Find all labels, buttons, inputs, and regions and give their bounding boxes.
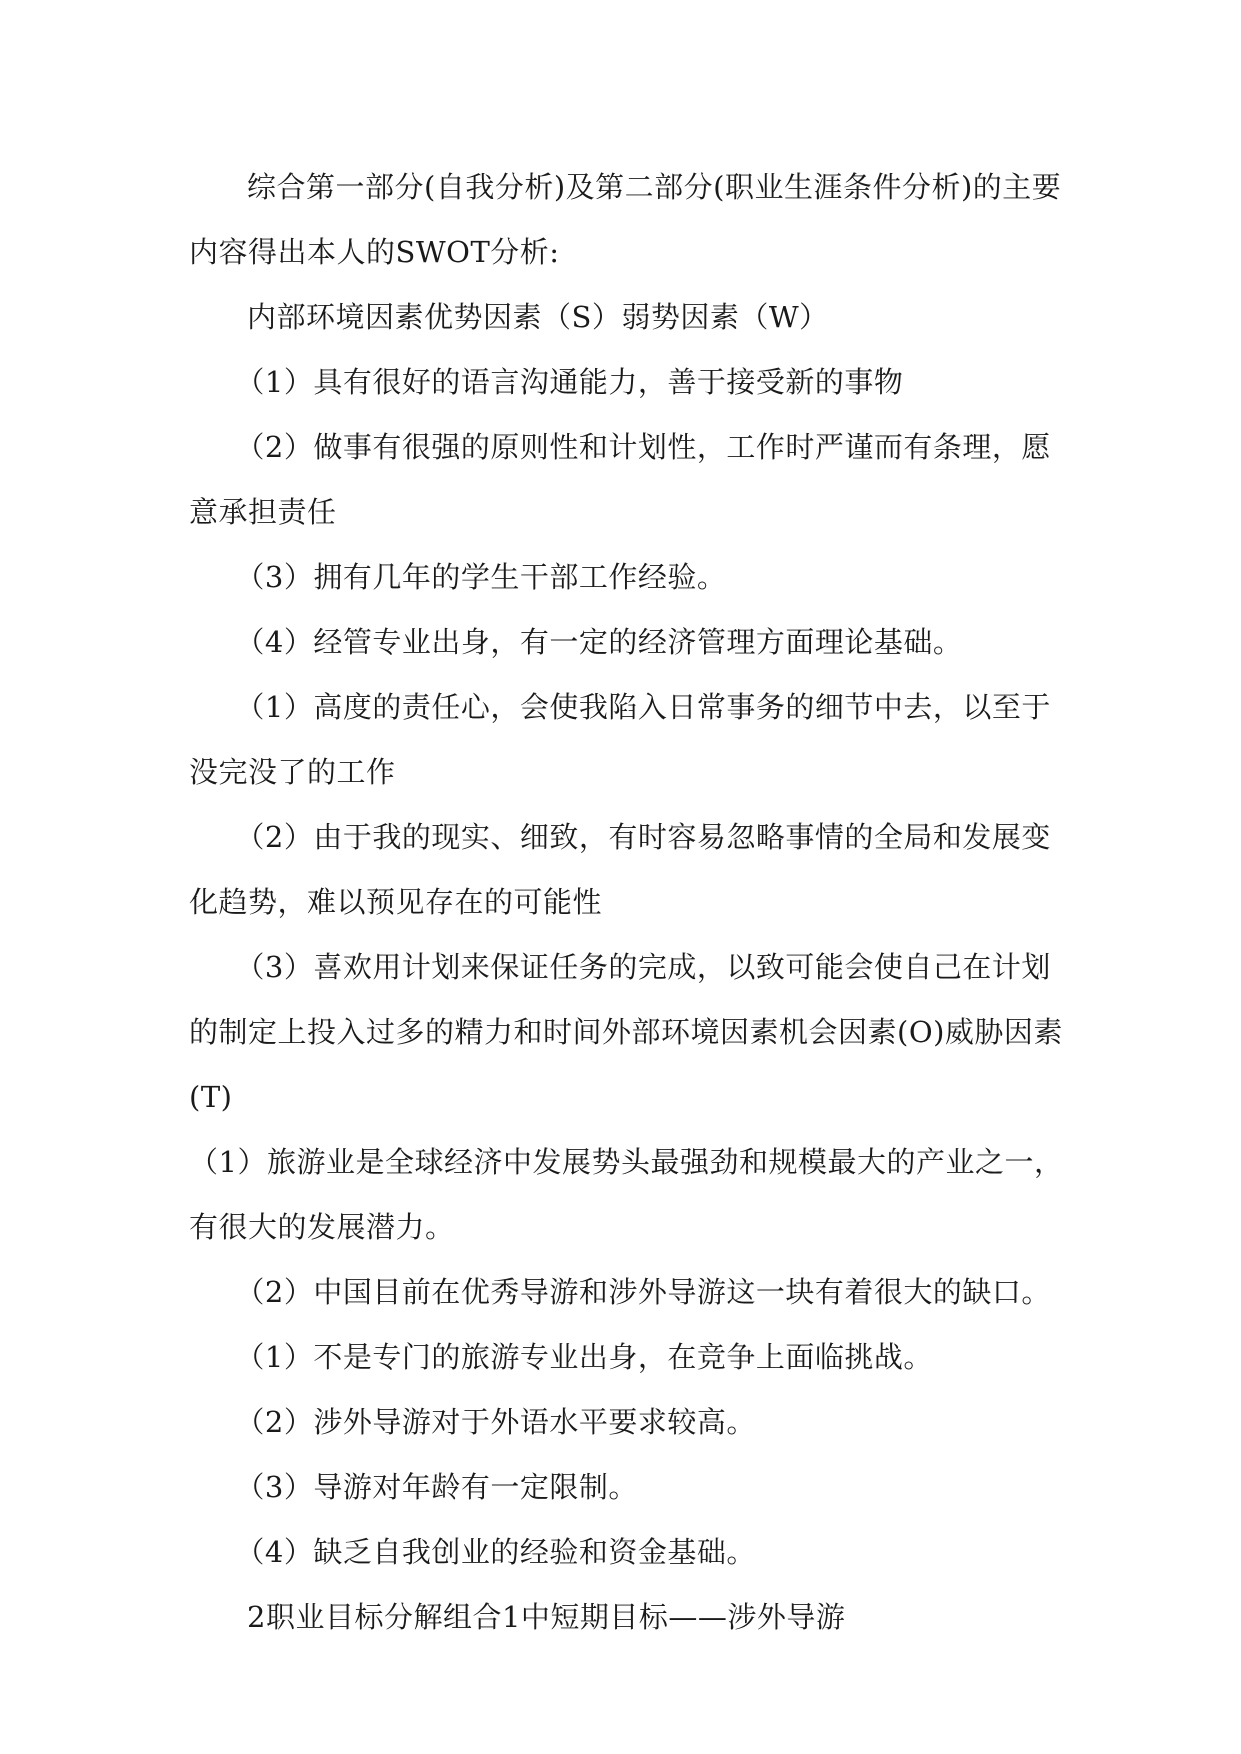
paragraph-opportunity-1: （1）旅游业是全球经济中发展势头最强劲和规模最大的产业之一，有很大的发展潜力。 — [189, 1145, 1064, 1244]
document-body — [189, 155, 1069, 1650]
paragraph-weakness-1: （1）高度的责任心，会使我陷入日常事务的细节中去，以至于没完没了的工作 — [189, 690, 1051, 789]
paragraph-strength-3: （3）拥有几年的学生干部工作经验。 — [235, 560, 727, 594]
paragraph-threat-4: （4）缺乏自我创业的经验和资金基础。 — [235, 1535, 756, 1569]
paragraph-weakness-3: （3）喜欢用计划来保证任务的完成，以致可能会使自己在计划的制定上投入过多的精力和时间外部环境因素机会因素(O)威胁因素(T) — [189, 950, 1063, 1114]
paragraph-weakness-2: （2）由于我的现实、细致，有时容易忽略事情的全局和发展变化趋势，难以预见存在的可能性 — [189, 820, 1051, 919]
paragraph-strength-1: （1）具有很好的语言沟通能力，善于接受新的事物 — [235, 365, 904, 399]
paragraph-swot-intro: 综合第一部分(自我分析)及第二部分(职业生涯条件分析)的主要内容得出本人的SWOT分析: — [189, 170, 1062, 269]
paragraph-opportunity-2: （2）中国目前在优秀导游和涉外导游这一块有着很大的缺口。 — [235, 1275, 1051, 1309]
paragraph-threat-3: （3）导游对年龄有一定限制。 — [235, 1470, 638, 1504]
paragraph-strength-4: （4）经管专业出身，有一定的经济管理方面理论基础。 — [235, 625, 963, 659]
paragraph-internal-factors-heading: 内部环境因素优势因素（S）弱势因素（W） — [247, 300, 829, 334]
paragraph-threat-1: （1）不是专门的旅游专业出身，在竞争上面临挑战。 — [235, 1340, 933, 1374]
paragraph-strength-2: （2）做事有很强的原则性和计划性，工作时严谨而有条理，愿意承担责任 — [189, 430, 1051, 529]
paragraph-career-goal-heading: 2职业目标分解组合1中短期目标——涉外导游 — [247, 1600, 846, 1634]
paragraph-threat-2: （2）涉外导游对于外语水平要求较高。 — [235, 1405, 756, 1439]
